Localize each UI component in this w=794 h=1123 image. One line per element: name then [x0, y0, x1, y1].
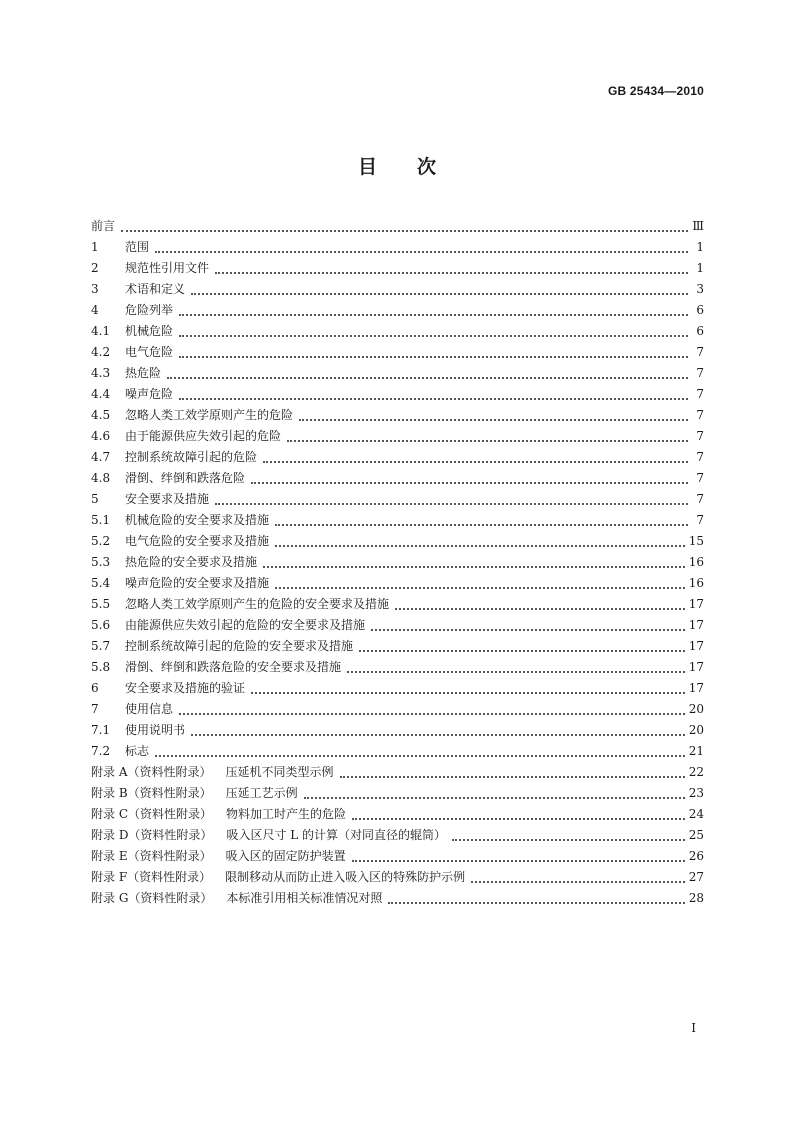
toc-entry-page: 15: [688, 534, 704, 548]
toc-entry-number: 4.1: [91, 324, 111, 338]
toc-entry[interactable]: [91, 573, 704, 594]
toc-entry[interactable]: [91, 342, 704, 363]
toc-entry[interactable]: [91, 552, 704, 573]
toc-entry-title: 电气危险: [125, 345, 174, 359]
toc-leader-dots: [191, 292, 688, 295]
toc-leader-dots: [275, 544, 685, 547]
toc-entry-page: 22: [688, 765, 704, 779]
toc-entry-number: 3: [91, 282, 99, 296]
toc-entry-number: 2: [91, 261, 99, 275]
toc-entry-page: 24: [688, 807, 704, 821]
toc-entry-title: 噪声危险的安全要求及措施: [125, 576, 270, 590]
toc-entry-number: 4.8: [91, 471, 111, 485]
toc-leader-dots: [179, 355, 688, 358]
toc-entry[interactable]: [91, 216, 704, 237]
toc-entry-title: 使用信息: [125, 702, 174, 716]
page-title: [0, 152, 794, 179]
toc-entry-title: 安全要求及措施的验证: [125, 681, 246, 695]
toc-entry-number: 5.2: [91, 534, 111, 548]
toc-entry-number: 4.5: [91, 408, 111, 422]
toc-entry-title: 忽略人类工效学原则产生的危险的安全要求及措施: [125, 597, 390, 611]
toc-leader-dots: [371, 628, 685, 631]
toc-entry-page: 7: [696, 513, 704, 527]
toc-leader-dots: [251, 481, 688, 484]
toc-entry[interactable]: [91, 426, 704, 447]
toc-entry-title: 热危险: [125, 366, 162, 380]
toc-entry-page: 16: [688, 555, 704, 569]
toc-entry-page: 7: [696, 345, 704, 359]
toc-entry[interactable]: [91, 468, 704, 489]
toc-leader-dots: [263, 460, 688, 463]
toc-entry-page: 3: [696, 282, 704, 296]
toc-entry-number: 4.7: [91, 450, 111, 464]
toc-entry-page: 1: [696, 240, 704, 254]
toc-entry-page: 25: [688, 828, 704, 842]
toc-leader-dots: [155, 754, 685, 757]
toc-leader-dots: [179, 397, 688, 400]
toc-entry[interactable]: [91, 279, 704, 300]
toc-entry-title: 滑倒、绊倒和跌落危险的安全要求及措施: [125, 660, 342, 674]
toc-entry-page: 21: [688, 744, 704, 758]
toc-entry-page: 27: [688, 870, 704, 884]
toc-entry-page: 7: [696, 471, 704, 485]
toc-entry[interactable]: [91, 678, 704, 699]
toc-entry-page: 1: [696, 261, 704, 275]
toc-entry[interactable]: [91, 237, 704, 258]
toc-entry-number: 5.6: [91, 618, 111, 632]
toc-entry-page: Ⅲ: [692, 219, 704, 233]
toc-entry-title: 物料加工时产生的危险: [226, 807, 347, 821]
toc-entry-number: 5.1: [91, 513, 111, 527]
toc-entry-title: 控制系统故障引起的危险: [125, 450, 258, 464]
toc-entry[interactable]: [91, 762, 704, 783]
toc-leader-dots: [275, 586, 685, 589]
toc-entry-title: 电气危险的安全要求及措施: [125, 534, 270, 548]
toc-entry[interactable]: [91, 867, 704, 888]
toc-leader-dots: [179, 313, 688, 316]
toc-entry[interactable]: [91, 657, 704, 678]
toc-entry-page: 7: [696, 450, 704, 464]
toc-entry-page: 20: [688, 702, 704, 716]
toc-entry-title: 规范性引用文件: [125, 261, 210, 275]
toc-leader-dots: [340, 775, 685, 778]
toc-leader-dots: [215, 502, 688, 505]
toc-entry-number: 7: [91, 702, 99, 716]
toc-entry-title: 由于能源供应失效引起的危险: [125, 429, 282, 443]
toc-leader-dots: [287, 439, 688, 442]
toc-entry[interactable]: [91, 594, 704, 615]
toc-leader-dots: [347, 670, 685, 673]
toc-entry[interactable]: [91, 825, 704, 846]
toc-entry[interactable]: [91, 300, 704, 321]
toc-entry-number: 4.2: [91, 345, 111, 359]
toc-entry-title: 压延机不同类型示例: [225, 765, 334, 779]
toc-entry-number: 7.1: [91, 723, 111, 737]
toc-entry-page: 7: [696, 429, 704, 443]
toc-entry-page: 23: [688, 786, 704, 800]
toc-leader-dots: [179, 334, 688, 337]
toc-entry-number: 5.4: [91, 576, 111, 590]
toc-entry-title: 限制移动从而防止进入吸入区的特殊防护示例: [225, 870, 466, 884]
toc-entry-number: 1: [91, 240, 99, 254]
toc-entry[interactable]: [91, 447, 704, 468]
toc-entry-page: 7: [696, 387, 704, 401]
toc-entry[interactable]: [91, 615, 704, 636]
toc-entry[interactable]: [91, 720, 704, 741]
toc-leader-dots: [395, 607, 685, 610]
toc-entry[interactable]: [91, 489, 704, 510]
toc-entry-title: 热危险的安全要求及措施: [125, 555, 258, 569]
toc-entry-title: 机械危险的安全要求及措施: [125, 513, 270, 527]
page-number: I: [691, 1021, 696, 1035]
toc-entry-number: 附录 E（资料性附录）: [91, 849, 212, 863]
toc-entry-page: 17: [688, 660, 704, 674]
toc-entry[interactable]: [91, 741, 704, 762]
toc-leader-dots: [155, 250, 688, 253]
toc-entry-page: 20: [688, 723, 704, 737]
toc-entry-title: 噪声危险: [125, 387, 174, 401]
toc-entry-page: 6: [696, 303, 704, 317]
toc-leader-dots: [352, 859, 685, 862]
toc-entry-title: 使用说明书: [125, 723, 186, 737]
toc-entry-page: 7: [696, 408, 704, 422]
toc-entry-number: 附录 F（资料性附录）: [91, 870, 212, 884]
toc-entry[interactable]: [91, 510, 704, 531]
toc-leader-dots: [359, 649, 685, 652]
toc-entry[interactable]: [91, 321, 704, 342]
toc-entry[interactable]: [91, 405, 704, 426]
table-of-contents: [91, 216, 704, 909]
toc-entry-page: 6: [696, 324, 704, 338]
toc-entry[interactable]: [91, 699, 704, 720]
toc-entry-title: 控制系统故障引起的危险的安全要求及措施: [125, 639, 354, 653]
toc-entry-title: 标志: [125, 744, 150, 758]
toc-entry-number: 附录 A（资料性附录）: [91, 765, 212, 779]
toc-leader-dots: [179, 712, 685, 715]
toc-entry-title: 忽略人类工效学原则产生的危险: [125, 408, 294, 422]
toc-entry[interactable]: [91, 258, 704, 279]
toc-entry-page: 7: [696, 492, 704, 506]
toc-leader-dots: [299, 418, 688, 421]
toc-entry-number: 5.8: [91, 660, 111, 674]
toc-leader-dots: [215, 271, 688, 274]
toc-entry-number: 7.2: [91, 744, 111, 758]
toc-entry-title: 滑倒、绊倒和跌落危险: [125, 471, 246, 485]
toc-entry-title: 前言: [91, 219, 116, 233]
toc-leader-dots: [121, 229, 688, 232]
toc-entry-title: 机械危险: [125, 324, 174, 338]
toc-entry[interactable]: [91, 531, 704, 552]
toc-entry-title: 由能源供应失效引起的危险的安全要求及措施: [125, 618, 366, 632]
toc-entry-number: 4.3: [91, 366, 111, 380]
toc-entry-number: 5.7: [91, 639, 111, 653]
toc-entry-title: 范围: [125, 240, 150, 254]
toc-entry-title: 术语和定义: [125, 282, 186, 296]
standard-number: GB 25434—2010: [608, 84, 704, 98]
toc-entry-number: 5.5: [91, 597, 111, 611]
toc-leader-dots: [471, 880, 685, 883]
page-title-char-2: 次: [417, 156, 437, 178]
toc-entry[interactable]: [91, 636, 704, 657]
toc-entry[interactable]: [91, 804, 704, 825]
toc-entry-number: 5: [91, 492, 99, 506]
toc-entry-number: 附录 D（资料性附录）: [91, 828, 213, 842]
toc-entry-title: 吸入区的固定防护装置: [225, 849, 346, 863]
toc-entry-page: 17: [688, 681, 704, 695]
toc-leader-dots: [263, 565, 685, 568]
toc-entry[interactable]: [91, 888, 704, 909]
toc-leader-dots: [352, 817, 685, 820]
toc-entry-number: 4.6: [91, 429, 111, 443]
toc-entry-title: 安全要求及措施: [125, 492, 210, 506]
toc-entry-page: 26: [688, 849, 704, 863]
toc-entry-title: 危险列举: [125, 303, 174, 317]
toc-entry-number: 附录 B（资料性附录）: [91, 786, 212, 800]
toc-entry-number: 附录 G（资料性附录）: [91, 891, 213, 905]
toc-entry-page: 17: [688, 597, 704, 611]
toc-entry-title: 吸入区尺寸 L 的计算（对同直径的辊筒）: [226, 828, 447, 842]
toc-entry-number: 5.3: [91, 555, 111, 569]
toc-entry[interactable]: [91, 363, 704, 384]
toc-leader-dots: [191, 733, 685, 736]
toc-entry-number: 4: [91, 303, 99, 317]
toc-entry-number: 附录 C（资料性附录）: [91, 807, 212, 821]
toc-leader-dots: [251, 691, 685, 694]
toc-entry-page: 16: [688, 576, 704, 590]
toc-leader-dots: [167, 376, 688, 379]
toc-entry-title: 压延工艺示例: [225, 786, 298, 800]
toc-entry[interactable]: [91, 783, 704, 804]
page-title-char-1: 目: [357, 156, 377, 178]
toc-entry-page: 28: [688, 891, 704, 905]
toc-leader-dots: [275, 523, 688, 526]
toc-leader-dots: [452, 838, 685, 841]
toc-leader-dots: [304, 796, 685, 799]
toc-entry-title: 本标准引用相关标准情况对照: [226, 891, 383, 905]
toc-entry-page: 17: [688, 639, 704, 653]
toc-entry[interactable]: [91, 384, 704, 405]
toc-entry-number: 6: [91, 681, 99, 695]
toc-entry-page: 7: [696, 366, 704, 380]
toc-entry-number: 4.4: [91, 387, 111, 401]
toc-entry-page: 17: [688, 618, 704, 632]
toc-leader-dots: [388, 901, 684, 904]
toc-entry[interactable]: [91, 846, 704, 867]
